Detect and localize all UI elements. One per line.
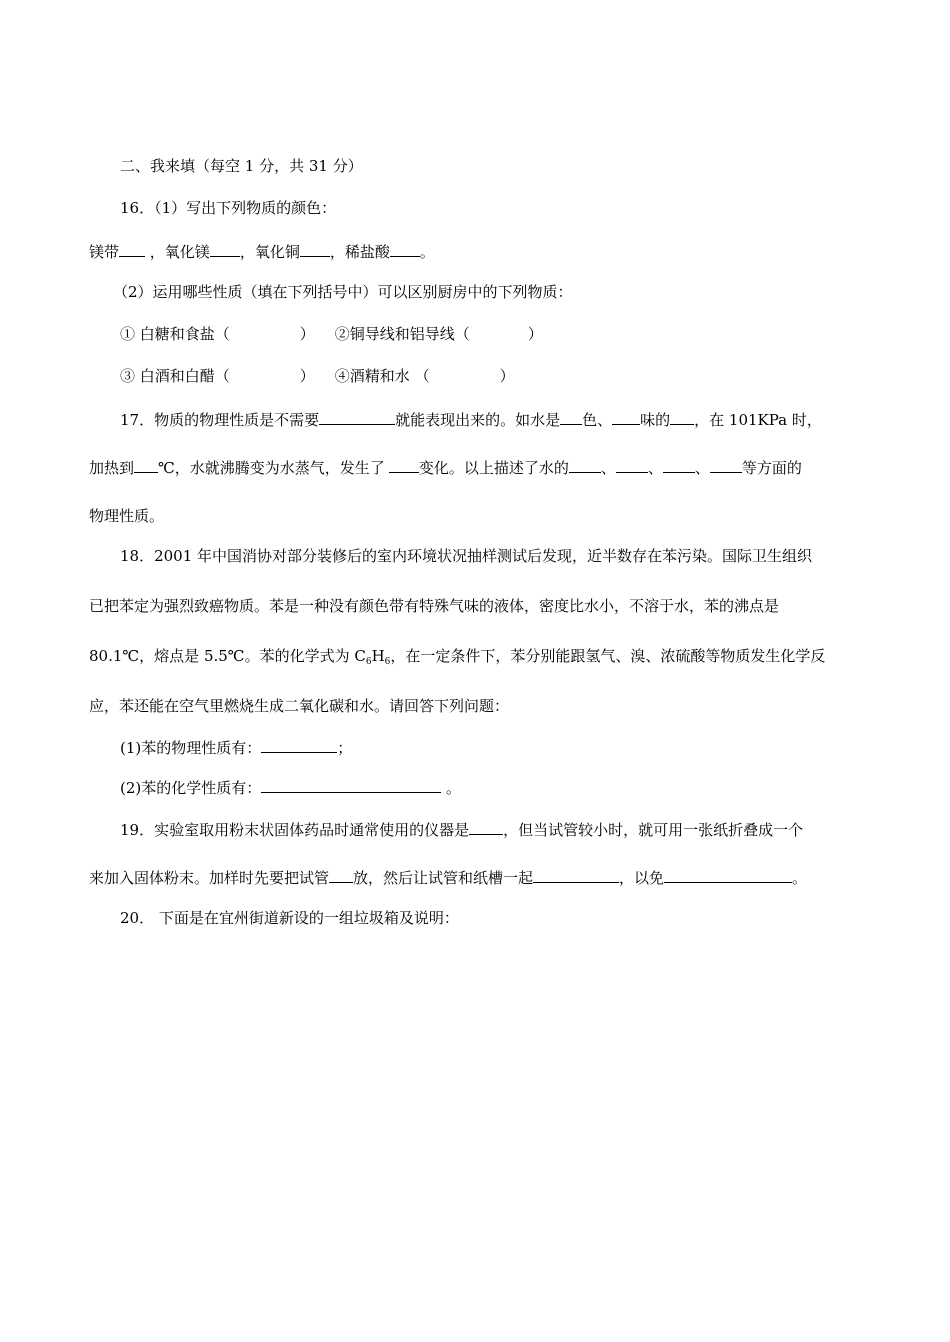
text: 就能表现出来的。如水是 xyxy=(395,411,561,429)
text: ） xyxy=(499,367,515,385)
text: H xyxy=(371,647,385,665)
answer-blank[interactable] xyxy=(560,408,582,425)
answer-blank[interactable] xyxy=(319,408,395,425)
text: 80.1℃，熔点是 5.5℃。苯的化学式为 C xyxy=(89,647,366,665)
text: 17．物质的物理性质是不需要 xyxy=(120,411,320,429)
text: 味的 xyxy=(640,411,671,429)
text: ） xyxy=(527,325,543,343)
q18-subq2 xyxy=(0,776,950,798)
text: ，以免 xyxy=(619,869,665,887)
text: 色、 xyxy=(582,411,613,429)
text: ③ 白酒和白醋（ xyxy=(120,367,230,385)
text: ，但当试管较小时，就可用一张纸折叠成一个 xyxy=(503,821,804,839)
q16-part1: 16．（1）写出下列物质的颜色： xyxy=(120,199,337,217)
text: 放，然后让试管和纸槽一起 xyxy=(353,869,534,887)
text: ） xyxy=(299,367,315,385)
q18-line4: 应，苯还能在空气里燃烧生成二氧化碳和水。请回答下列问题： xyxy=(89,697,510,715)
answer-blank[interactable] xyxy=(300,240,330,257)
answer-blank[interactable] xyxy=(390,240,420,257)
q18-line1: 18．2001 年中国消协对部分装修后的室内环境状况抽样测试后发现，近半数存在苯污染。国际卫生组织 xyxy=(120,547,813,565)
answer-blank[interactable] xyxy=(616,456,648,473)
answer-blank[interactable] xyxy=(469,818,503,835)
text: 镁带 xyxy=(89,243,120,261)
text: 、 xyxy=(694,459,710,477)
text: ； xyxy=(337,739,353,757)
q20-line: 20． 下面是在宜州街道新设的一组垃圾箱及说明： xyxy=(120,909,459,927)
text: 19．实验室取用粉末状固体药品时通常使用的仪器是 xyxy=(120,821,470,839)
answer-blank[interactable] xyxy=(663,456,695,473)
answer-blank[interactable] xyxy=(569,456,601,473)
q16-items-row2 xyxy=(0,366,950,386)
q17-line2 xyxy=(0,456,950,478)
q16-part2: （2）运用哪些性质（填在下列括号中）可以区别厨房中的下列物质： xyxy=(113,283,573,301)
answer-blank[interactable] xyxy=(210,240,240,257)
text: 、 xyxy=(600,459,616,477)
text: ，氧化铜 xyxy=(239,243,300,261)
answer-blank[interactable] xyxy=(710,456,742,473)
q16-colors-line xyxy=(0,240,950,262)
answer-blank[interactable] xyxy=(664,866,792,883)
answer-blank[interactable] xyxy=(389,456,419,473)
text: ） xyxy=(299,325,315,343)
text: ，氧化镁 xyxy=(149,243,210,261)
q19-line1 xyxy=(0,818,950,840)
answer-blank[interactable] xyxy=(261,776,441,793)
text: (1)苯的物理性质有： xyxy=(120,739,262,757)
q17-line1 xyxy=(0,408,950,430)
text: 加热到 xyxy=(89,459,135,477)
subscript: 6 xyxy=(365,657,372,667)
text: 等方面的 xyxy=(741,459,802,477)
text: ① 白糖和食盐（ xyxy=(120,325,230,343)
text: 。 xyxy=(419,243,435,261)
answer-blank[interactable] xyxy=(261,736,337,753)
q16-items-row1 xyxy=(0,324,950,344)
q19-line2 xyxy=(0,866,950,888)
text: ，稀盐酸 xyxy=(329,243,390,261)
text: ℃，水就沸腾变为水蒸气，发生了 xyxy=(158,459,385,477)
text: ④酒精和水 （ xyxy=(334,367,430,385)
answer-blank[interactable] xyxy=(533,866,619,883)
text: 来加入固体粉末。加样时先要把试管 xyxy=(89,869,330,887)
text: 。 xyxy=(792,869,808,887)
answer-blank[interactable] xyxy=(119,240,145,257)
text: (2)苯的化学性质有： xyxy=(120,779,262,797)
q18-line3 xyxy=(0,646,950,672)
answer-blank[interactable] xyxy=(612,408,640,425)
q17-line3: 物理性质。 xyxy=(89,507,165,525)
answer-blank[interactable] xyxy=(134,456,158,473)
text: ②铜导线和铝导线（ xyxy=(334,325,470,343)
subscript: 6 xyxy=(384,657,391,667)
answer-blank[interactable] xyxy=(329,866,353,883)
text: 变化。以上描述了水的 xyxy=(418,459,569,477)
text: ，在一定条件下，苯分别能跟氢气、溴、浓硫酸等物质发生化学反 xyxy=(390,647,826,665)
answer-blank[interactable] xyxy=(670,408,694,425)
q18-line2: 已把苯定为强烈致癌物质。苯是一种没有颜色带有特殊气味的液体，密度比水小，不溶于水，苯的沸点是 xyxy=(89,597,780,615)
text: 、 xyxy=(647,459,663,477)
text: ，在 101KPa 时， xyxy=(694,411,822,429)
q18-subq1 xyxy=(0,736,950,758)
section-title: 二、我来填（每空 1 分，共 31 分） xyxy=(120,157,363,175)
text: 。 xyxy=(441,779,462,797)
